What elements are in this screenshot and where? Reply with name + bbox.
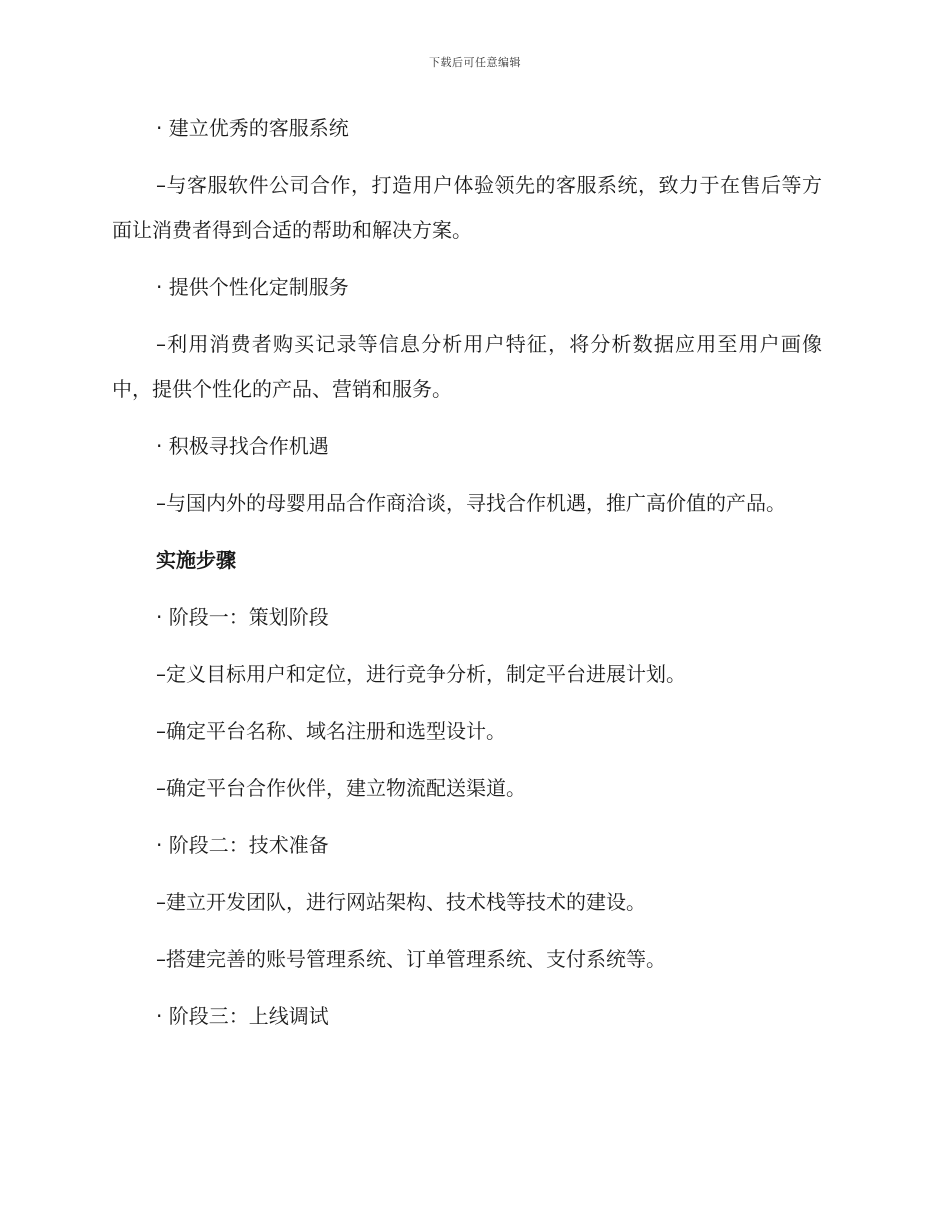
bullet-stage-two: · 阶段二：技术准备 xyxy=(156,833,329,857)
bullet-customer-service: · 建立优秀的客服系统 xyxy=(156,116,349,140)
bullet-stage-one: · 阶段一：策划阶段 xyxy=(156,605,329,629)
detail-customer-service: –与客服软件公司合作，打造用户体验领先的客服系统，致力于在售后等方面让消费者得到合适的帮助和解决方案。 xyxy=(112,173,822,242)
detail-cooperation: –与国内外的母婴用品合作商洽谈，寻找合作机遇，推广高价值的产品。 xyxy=(156,491,786,515)
section-heading-implementation: 实施步骤 xyxy=(156,548,236,572)
page-header: 下载后可任意编辑 xyxy=(429,56,521,69)
detail-stage-one-2: –确定平台名称、域名注册和选型设计。 xyxy=(156,719,506,743)
bullet-stage-three: · 阶段三：上线调试 xyxy=(156,1004,329,1028)
detail-stage-two-1: –建立开发团队，进行网站架构、技术栈等技术的建设。 xyxy=(156,890,646,914)
detail-stage-two-2: –搭建完善的账号管理系统、订单管理系统、支付系统等。 xyxy=(156,947,666,971)
bullet-cooperation: · 积极寻找合作机遇 xyxy=(156,434,329,458)
detail-personalized-service: –利用消费者购买记录等信息分析用户特征，将分析数据应用至用户画像中，提供个性化的产品、营销和服务。 xyxy=(112,332,822,401)
detail-stage-one-3: –确定平台合作伙伴，建立物流配送渠道。 xyxy=(156,776,526,800)
detail-stage-one-1: –定义目标用户和定位，进行竞争分析，制定平台进展计划。 xyxy=(156,662,686,686)
document-body xyxy=(112,106,822,1051)
bullet-personalized-service: · 提供个性化定制服务 xyxy=(156,275,349,299)
